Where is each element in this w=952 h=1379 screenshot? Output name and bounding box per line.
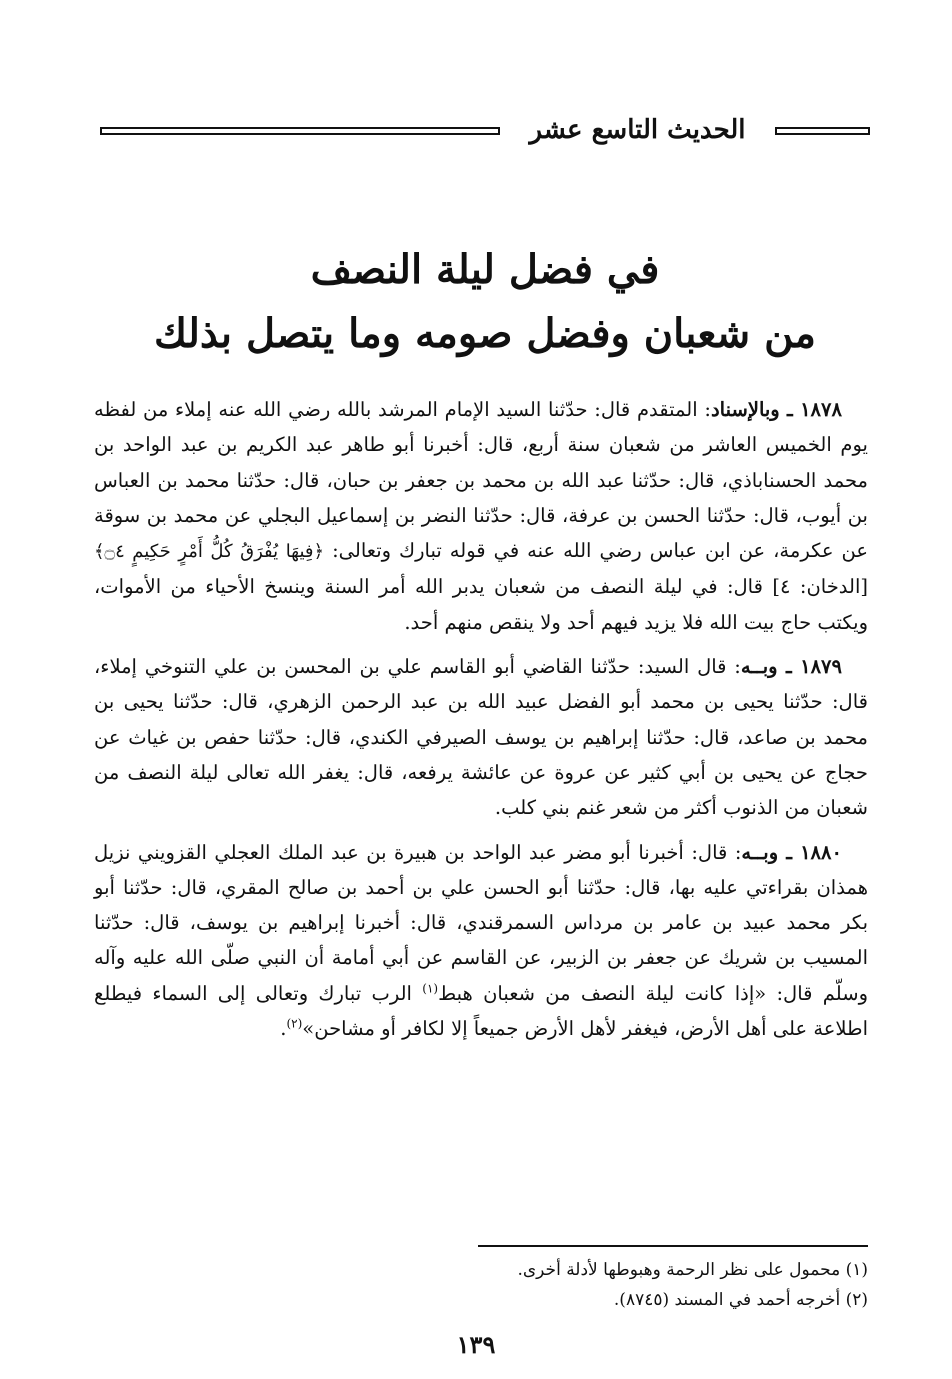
- footnote-1: (١) محمول على نظر الرحمة وهبوطها لأدلة أخرى.: [517, 1260, 868, 1280]
- hadith-label: وبالإسناد: [710, 398, 780, 421]
- hadith-paragraph: ١٨٧٨ ـ وبالإسناد: المتقدم قال: حدّثنا السيد الإمام المرشد بالله رضي الله عنه إملاء من لفظه يوم الخميس العاشر من شعبان سنة أربع، قال: أخبرنا أبو طاهر عبد الكريم بن عبد الواحد بن محمد الحسناباذي، قال: حدّثنا عبد الله بن محمد بن جعفر بن حبان، قال: حدّثنا محمد بن العباس بن أيوب، قال: حدّثنا الحسن بن عرفة، قال: حدّثنا النضر بن إسماعيل البجلي عن محمد بن سوقة عن عكرمة، عن ابن عباس رضي الله عنه في قوله تبارك وتعالى: ﴿فِيهَا يُفْرَقُ كُلُّ أَمْرٍ حَكِيمٍ ۝٤﴾ [الدخان: ٤] قال: في ليلة النصف من شعبان يدبر الله أمر السنة وينسخ الأحياء من الأموات، ويكتب حاج بيت الله فلا يزيد فيهم أحد ولا ينقص منهم أحد.: [94, 398, 868, 634]
- hadith-text-continued: الرب تبارك وتعالى إلى السماء فيطلع اطلاعة على أهل الأرض، فيغفر لأهل الأرض جميعاً إلا لكافر أو مشاحن»: [94, 981, 868, 1041]
- page-number: ١٣٩: [456, 1330, 496, 1359]
- hadith-text: : قال: أخبرنا أبو مضر عبد الواحد بن هبيرة بن عبد الملك العجلي القزويني نزيل همذان بقراءتي عليه بها، قال: حدّثنا أبو الحسن علي بن أحمد بن صالح المقري، قال: حدّثنا أبو بكر محمد عبيد بن عامر بن مرداس السمرقندي، قال: أخبرنا إبراهيم بن يوسف، قال: حدّثنا المسيب بن شريك عن جعفر بن الزبير، عن القاسم عن أبي أمامة أن النبي صلّى الله عليه وآله وسلّم قال: «إذا كانت ليلة النصف من شعبان هبط: [94, 840, 868, 1005]
- hadith-number: ١٨٧٨: [800, 398, 842, 421]
- footnote-2: (٢) أخرجه أحمد في المسند (٨٧٤٥).: [613, 1290, 868, 1310]
- hadith-number: ١٨٨٠: [800, 840, 842, 864]
- hadith-paragraph: ١٨٨٠ ـ وبــه: قال: أخبرنا أبو مضر عبد الواحد بن هبيرة بن عبد الملك العجلي القزويني نزيل همذان بقراءتي عليه بها، قال: حدّثنا أبو الحسن علي بن أحمد بن صالح المقري، قال: حدّثنا أبو بكر محمد عبيد بن عامر بن مرداس السمرقندي، قال: أخبرنا إبراهيم بن يوسف، قال: حدّثنا المسيب بن شريك عن جعفر بن الزبير، عن القاسم عن أبي أمامة أن النبي صلّى الله عليه وآله وسلّم قال: «إذا كانت ليلة النصف من شعبان هبط$^{(١)}$ الرب تبارك وتعالى إلى السماء فيطلع اطلاعة على أهل الأرض، فيغفر لأهل الأرض جميعاً إلا لكافر أو مشاحن»$^{(٢)}$.: [94, 840, 868, 1041]
- hadith-text-continued: [الدخان: ٤] قال: في ليلة النصف من شعبان يدبر الله أمر السنة وينسخ الأحياء من الأموات، ويكتب حاج بيت الله فلا يزيد فيهم أحد ولا ينقص منهم أحد.: [94, 575, 868, 634]
- hadith-label: وبــه: [741, 840, 779, 864]
- footnote-ref-1: (١): [422, 981, 439, 996]
- chapter-title-line-1: في فضل ليلة النصف: [310, 246, 660, 293]
- hadith-text-end: .: [280, 1017, 287, 1041]
- footnote-separator: [478, 1245, 868, 1247]
- header-rule-left: [100, 127, 500, 135]
- hadith-text: : المتقدم قال: حدّثنا السيد الإمام المرشد بالله رضي الله عنه إملاء من لفظه يوم الخميس العاشر من شعبان سنة أربع، قال: أخبرنا أبو طاهر عبد الكريم بن عبد الواحد بن محمد الحسناباذي، قال: حدّثنا عبد الله بن محمد بن جعفر بن حبان، قال: حدّثنا محمد بن العباس بن أيوب، قال: حدّثنا الحسن بن عرفة، قال: حدّثنا النضر بن إسماعيل البجلي عن محمد بن سوقة عن عكرمة، عن ابن عباس رضي الله عنه في قوله تبارك وتعالى:: [94, 398, 868, 563]
- chapter-title-line-2: من شعبان وفضل صومه وما يتصل بذلك: [154, 310, 816, 357]
- header-rule-right: [775, 127, 870, 135]
- footnotes: [94, 1255, 868, 1315]
- hadith-label: وبــه: [740, 655, 778, 679]
- running-header: [100, 112, 870, 148]
- chapter-title: [100, 238, 870, 366]
- hadith-text: : قال السيد: حدّثنا القاضي أبو القاسم علي بن المحسن بن علي التنوخي إملاء، قال: حدّثنا يحيى بن محمد أبو الفضل عبيد الله بن عبد الرحمن الزهري، قال: حدّثنا يحيى بن محمد بن صاعد، قال: حدّثنا إبراهيم بن يوسف الصيرفي الكندي، قال: حدّثنا حفص بن غياث عن حجاج عن يحيى بن أبي كثير عن عروة عن عائشة يرفعه، قال: يغفر الله تعالى ليلة النصف من شعبان من الذنوب أكثر من شعر غنم بني كلب.: [94, 655, 868, 820]
- footnote-ref-2: (٢): [286, 1016, 303, 1031]
- hadith-paragraph: ١٨٧٩ ـ وبــه: قال السيد: حدّثنا القاضي أبو القاسم علي بن المحسن بن علي التنوخي إملاء، قال: حدّثنا يحيى بن محمد أبو الفضل عبيد الله بن عبد الرحمن الزهري، قال: حدّثنا يحيى بن محمد بن صاعد، قال: حدّثنا إبراهيم بن يوسف الصيرفي الكندي، قال: حدّثنا حفص بن غياث عن حجاج عن يحيى بن أبي كثير عن عروة عن عائشة يرفعه، قال: يغفر الله تعالى ليلة النصف من شعبان من الذنوب أكثر من شعر غنم بني كلب.: [94, 655, 868, 820]
- body-text: [94, 392, 868, 1055]
- quran-verse: ﴿فِيهَا يُفْرَقُ كُلُّ أَمْرٍ حَكِيمٍ ۝٤﴾: [94, 541, 325, 563]
- hadith-number: ١٨٧٩: [800, 655, 842, 679]
- running-header-title: الحديث التاسع عشر: [529, 115, 746, 145]
